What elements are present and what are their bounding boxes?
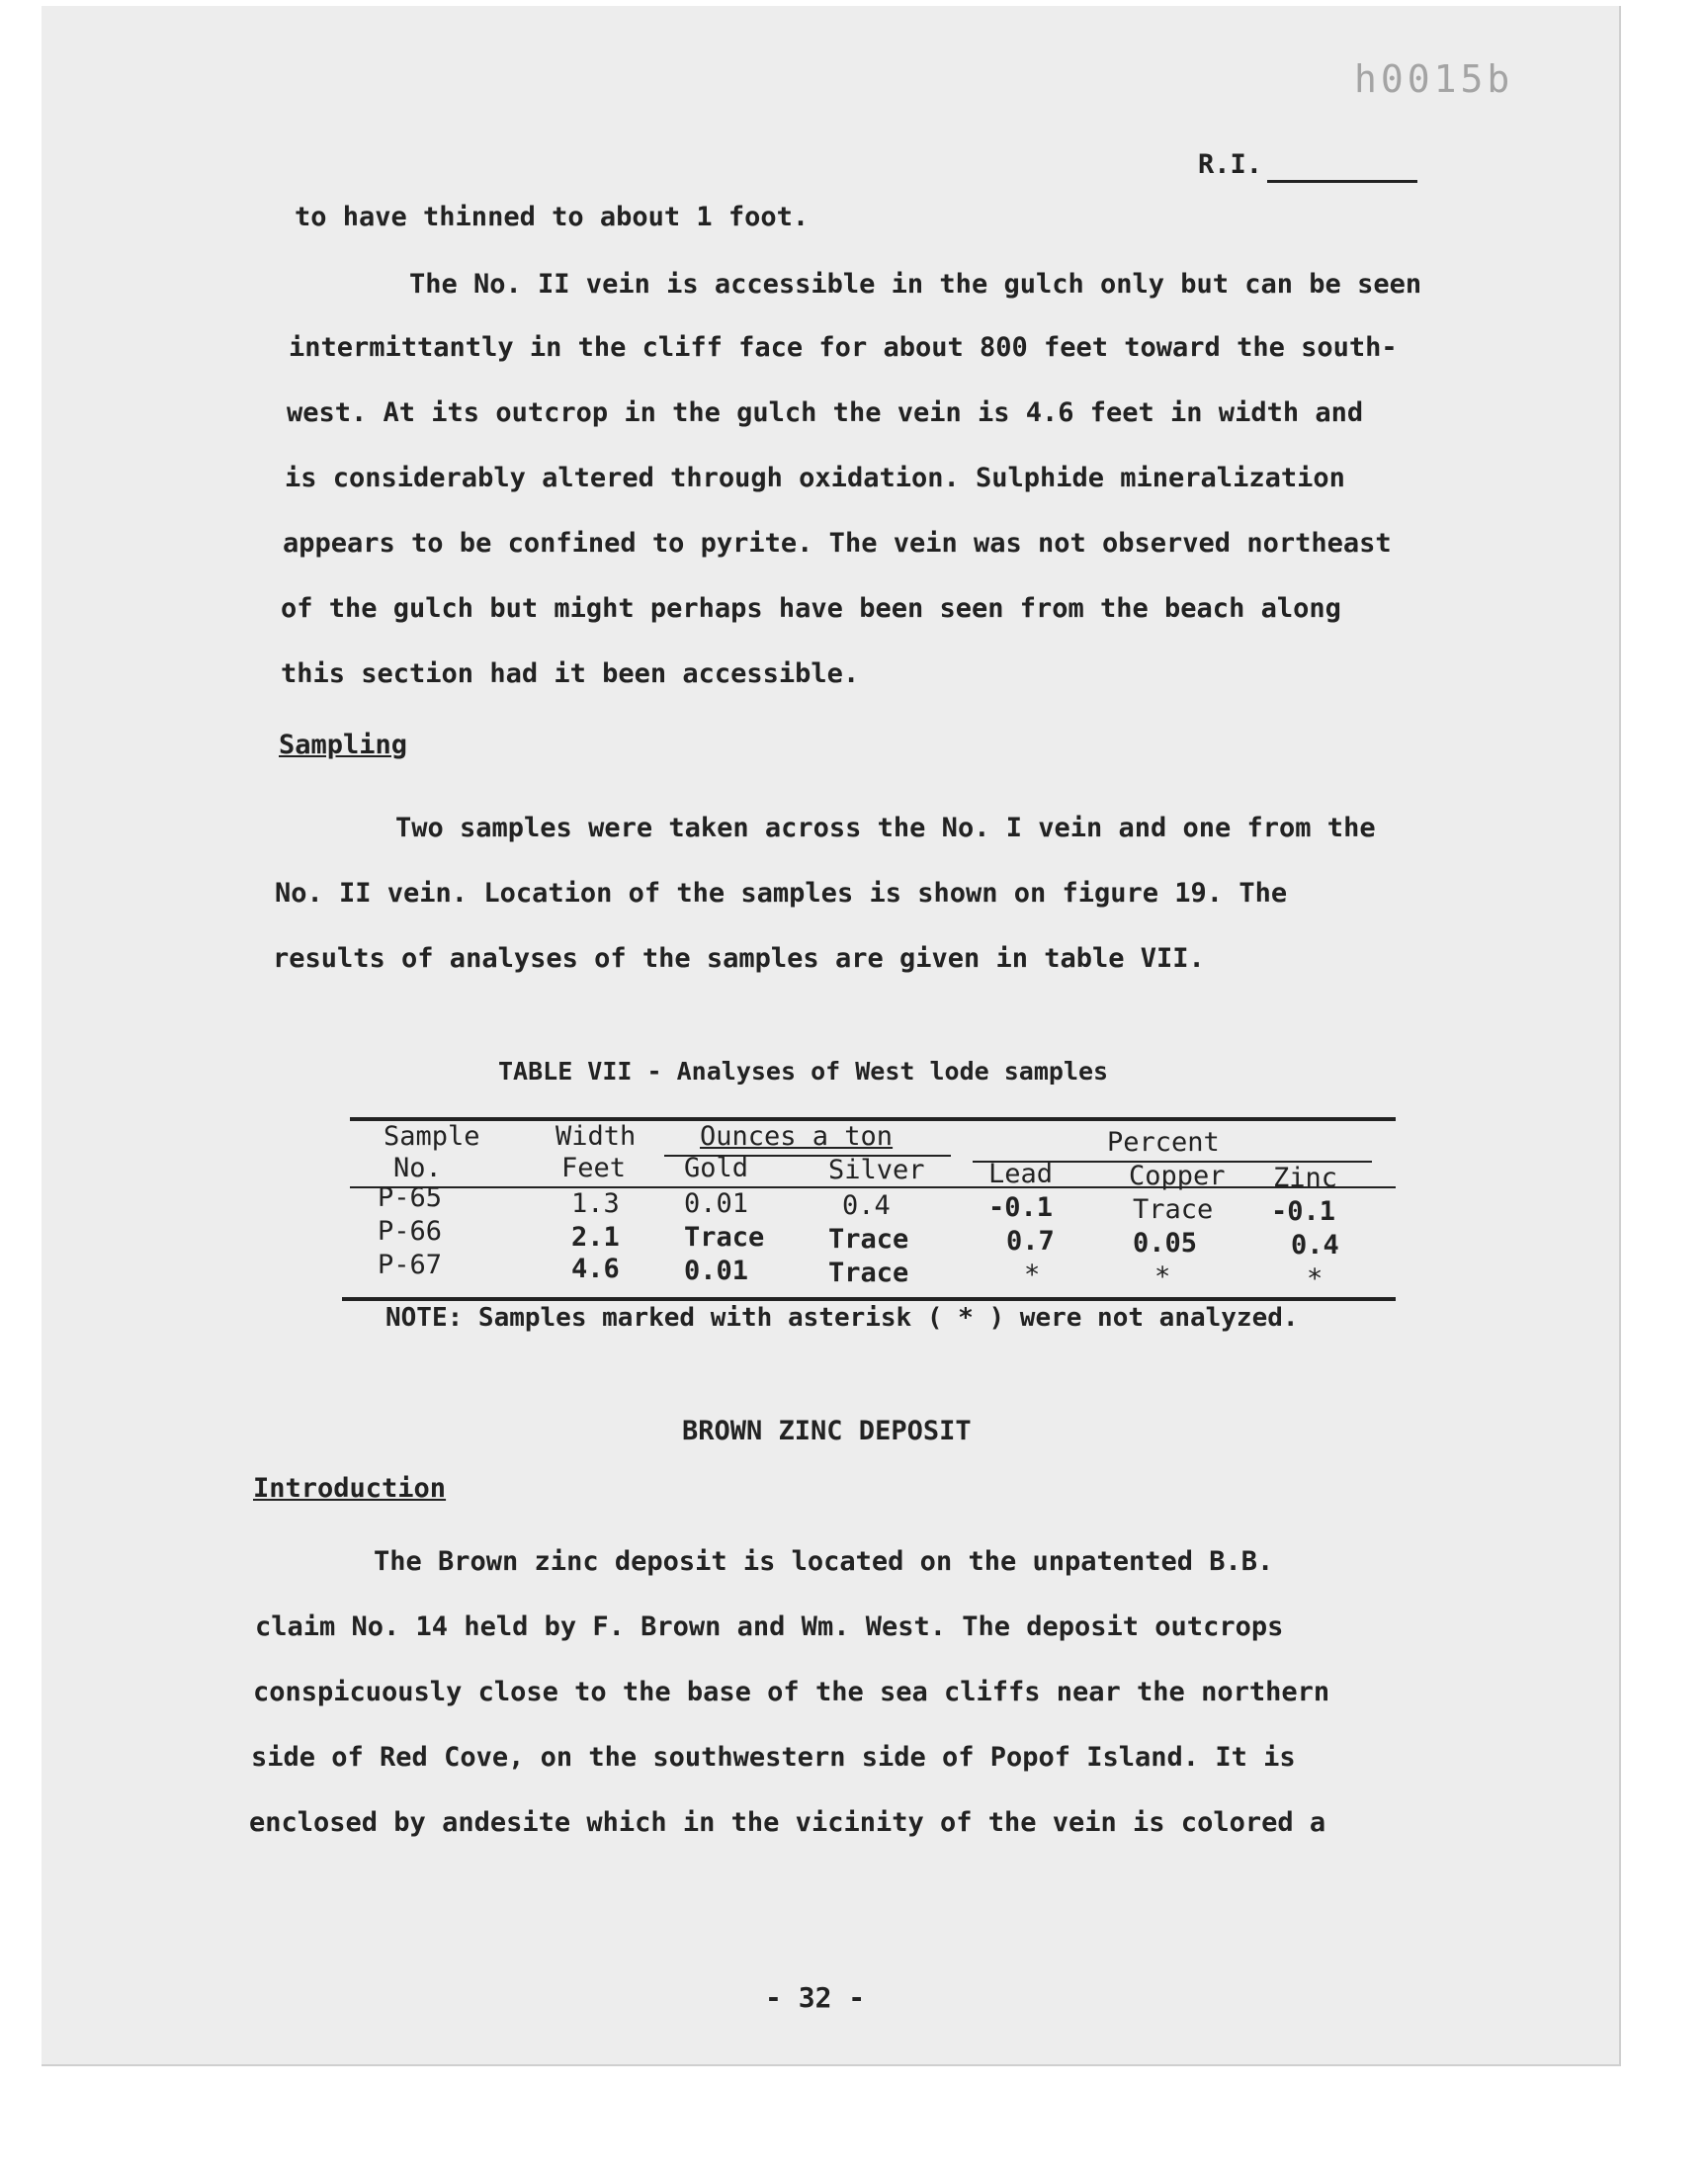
table-cell-width: 4.6: [571, 1254, 620, 1284]
table-cell-lead: -0.1: [988, 1192, 1054, 1223]
col-header-lead: Lead: [988, 1159, 1054, 1189]
col-header-percent-group: Percent: [1107, 1127, 1220, 1158]
col-header-gold: Gold: [684, 1153, 749, 1183]
page-number: - 32 -: [765, 1981, 866, 2014]
paragraph-line: side of Red Cove, on the southwestern side of Popof Island. It is: [251, 1742, 1296, 1773]
col-header-sample: Sample: [384, 1121, 480, 1152]
table-cell-width: 1.3: [571, 1188, 620, 1219]
col-header-silver: Silver: [828, 1155, 925, 1185]
table-cell-lead: *: [1024, 1260, 1041, 1290]
introduction-heading: Introduction: [253, 1473, 447, 1504]
table-title: TABLE VII - Analyses of West lode samples: [498, 1057, 1109, 1086]
table-cell-silver: 0.4: [842, 1190, 891, 1221]
paragraph-line: enclosed by andesite which in the vicinity of the vein is colored a: [249, 1807, 1326, 1838]
table-cell-silver: Trace: [828, 1258, 909, 1288]
table-cell-sample: P-67: [378, 1250, 443, 1280]
paragraph-line: No. II vein. Location of the samples is shown on figure 19. The: [275, 878, 1288, 909]
table-cell-copper: 0.05: [1133, 1228, 1198, 1259]
paragraph-line: west. At its outcrop in the gulch the vein is 4.6 feet in width and: [287, 397, 1364, 428]
table-cell-zinc: -0.1: [1271, 1196, 1336, 1227]
document-id-stamp: h0015b: [1354, 57, 1514, 101]
col-header-feet: Feet: [561, 1153, 627, 1183]
table-cell-lead: 0.7: [1006, 1226, 1055, 1257]
paragraph-line: intermittantly in the cliff face for about 800 feet toward the south-: [289, 332, 1398, 363]
paragraph-line: The Brown zinc deposit is located on the unpatented B.B.: [374, 1546, 1274, 1577]
table-cell-gold: Trace: [684, 1222, 765, 1253]
sampling-heading: Sampling: [279, 730, 408, 760]
table-cell-sample: P-66: [378, 1216, 443, 1247]
table-cell-copper: *: [1154, 1262, 1171, 1292]
col-header-zinc: Zinc: [1273, 1163, 1338, 1193]
ri-blank-line: [1267, 180, 1417, 183]
table-cell-silver: Trace: [828, 1224, 909, 1255]
col-header-ounces-group: Ounces a ton: [700, 1121, 894, 1152]
paragraph-line: claim No. 14 held by F. Brown and Wm. West. The deposit outcrops: [255, 1611, 1284, 1642]
table-cell-zinc: 0.4: [1291, 1230, 1339, 1261]
paragraph-line: results of analyses of the samples are given in table VII.: [273, 943, 1205, 974]
col-header-sample-no: No.: [393, 1153, 442, 1183]
table-cell-zinc: *: [1307, 1263, 1324, 1294]
paragraph-line: is considerably altered through oxidation. Sulphide mineralization: [285, 463, 1345, 493]
paragraph-line: appears to be confined to pyrite. The vein was not observed northeast: [283, 528, 1392, 559]
col-header-copper: Copper: [1129, 1161, 1226, 1191]
paragraph-line: conspicuously close to the base of the sea cliffs near the northern: [253, 1677, 1330, 1707]
document-page: [42, 6, 1621, 2066]
col-header-width: Width: [555, 1121, 637, 1152]
table-header-rule: [350, 1186, 1396, 1188]
paragraph-line: of the gulch but might perhaps have been seen from the beach along: [281, 593, 1341, 624]
table-cell-gold: 0.01: [684, 1188, 749, 1219]
table-bottom-rule: [342, 1297, 1396, 1301]
table-note: NOTE: Samples marked with asterisk ( * ) were not analyzed.: [385, 1303, 1299, 1333]
section-title: BROWN ZINC DEPOSIT: [682, 1416, 972, 1446]
table-cell-copper: Trace: [1133, 1194, 1214, 1225]
paragraph-line: to have thinned to about 1 foot.: [295, 202, 810, 232]
paragraph-line: this section had it been accessible.: [281, 658, 860, 689]
ri-label: R.I.: [1198, 149, 1263, 180]
paragraph-line: The No. II vein is accessible in the gulch only but can be seen: [409, 269, 1422, 300]
table-cell-width: 2.1: [571, 1222, 620, 1253]
table-cell-sample: P-65: [378, 1182, 443, 1213]
table-cell-gold: 0.01: [684, 1256, 749, 1286]
paragraph-line: Two samples were taken across the No. I vein and one from the: [395, 813, 1376, 843]
